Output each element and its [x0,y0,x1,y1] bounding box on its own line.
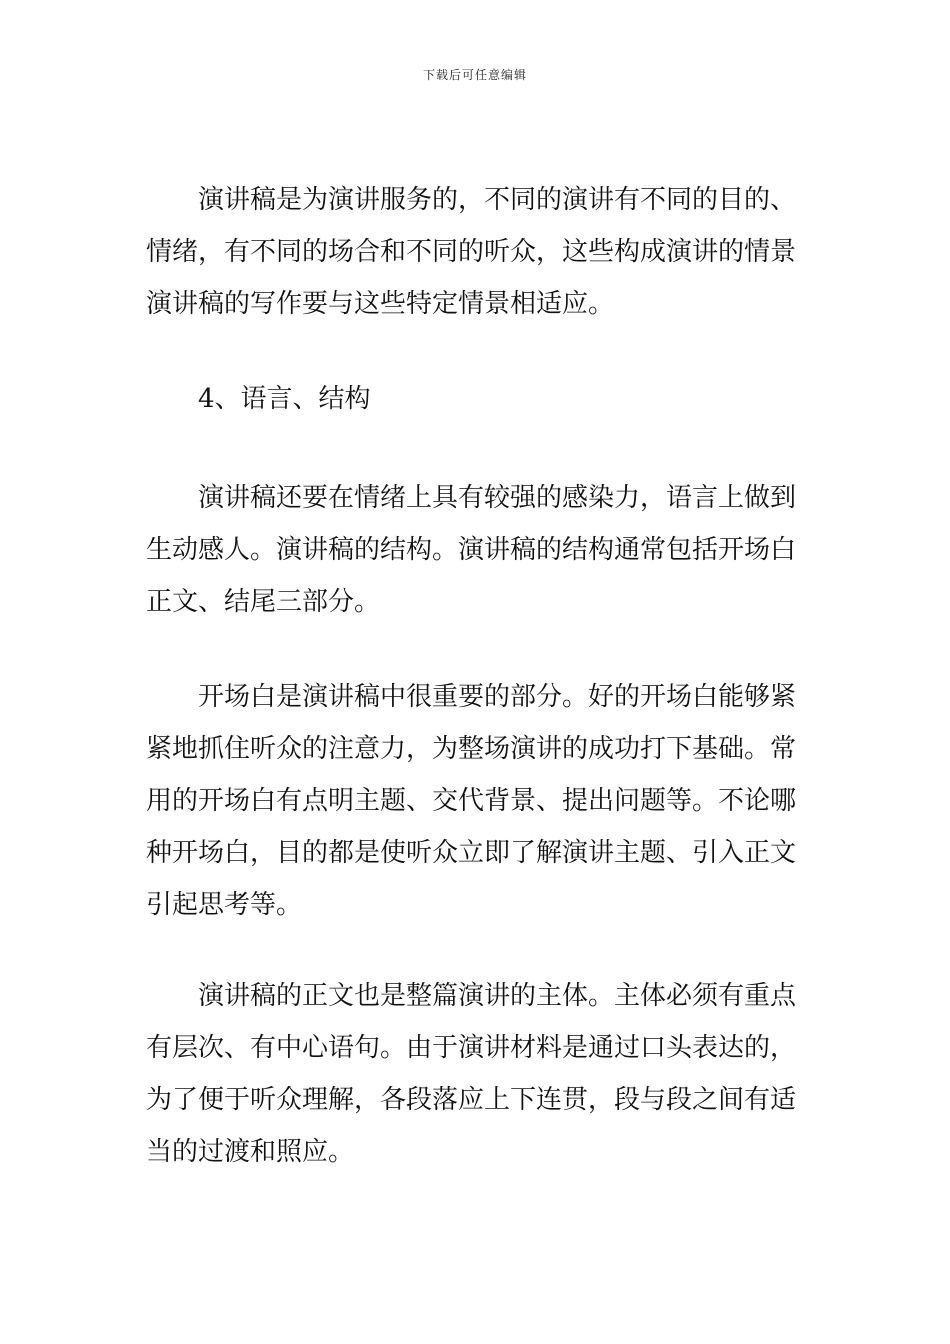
paragraph-line: 引起思考等。 [146,890,303,920]
paragraph-line: 为了便于听众理解，各段落应上下连贯，段与段之间有适 [146,1085,797,1115]
paragraph-line: 种开场白，目的都是使听众立即了解演讲主题、引入正文 [146,838,797,868]
paragraph-line: 用的开场白有点明主题、交代背景、提出问题等。不论哪 [146,786,797,816]
paragraph-line: 演讲稿还要在情绪上具有较强的感染力，语言上做到 [198,483,797,513]
paragraph-3 [146,472,810,628]
paragraph-line: 紧地抓住听众的注意力，为整场演讲的成功打下基础。常 [146,734,797,764]
paragraph-line: 演讲稿的正文也是整篇演讲的主体。主体必须有重点 [198,981,797,1011]
paragraph-line: 开场白是演讲稿中很重要的部分。好的开场白能够紧 [198,682,797,712]
paragraph-line: 当的过渡和照应。 [146,1137,355,1167]
paragraph-line: 演讲稿的写作要与这些特定情景相适应。 [146,289,615,319]
paragraph-line: 情绪，有不同的场合和不同的听众，这些构成演讲的情景 [146,237,797,267]
paragraph-1 [146,174,810,330]
section-heading [146,373,810,425]
section-heading-text: 4、语言、结构 [198,384,371,414]
paragraph-line: 有层次、有中心语句。由于演讲材料是通过口头表达的， [146,1033,797,1063]
paragraph-line: 生动感人。演讲稿的结构。演讲稿的结构通常包括开场白 [146,535,797,565]
header-note: 下载后可任意编辑 [422,68,527,82]
paragraph-line: 正文、结尾三部分。 [146,587,381,617]
paragraph-4 [146,671,810,931]
paragraph-line: 演讲稿是为演讲服务的，不同的演讲有不同的目的、 [198,185,797,215]
paragraph-5 [146,970,810,1178]
